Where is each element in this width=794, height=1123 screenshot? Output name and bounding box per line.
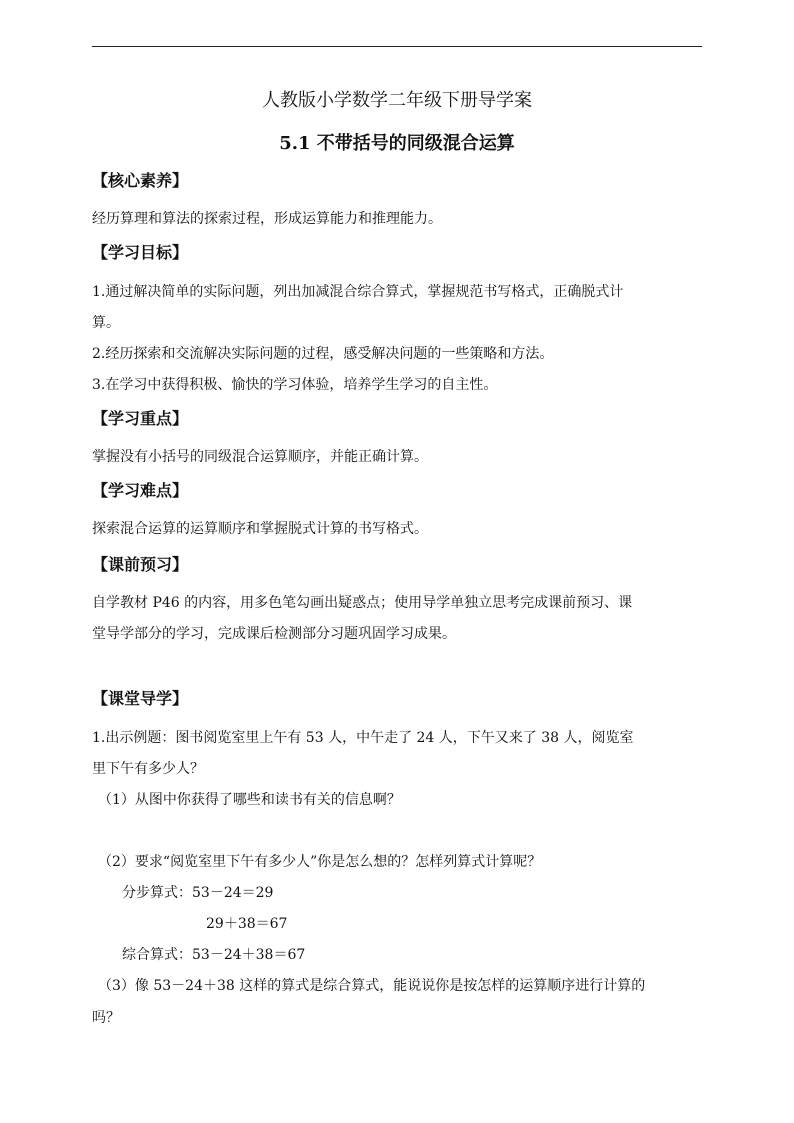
goal-3: 3.在学习中获得积极、愉快的学习体验，培养学生学习的自主性。 [92, 377, 498, 393]
document-title: 人教版小学数学二年级下册导学案 [262, 90, 532, 111]
difficulties-text: 探索混合运算的运算顺序和掌握脱式计算的书写格式。 [92, 521, 428, 537]
key-points-heading: 【学习重点】 [92, 409, 189, 428]
goal-1-line-2: 算。 [92, 315, 120, 331]
combined-equation: 综合算式：53－24＋38＝67 [122, 947, 306, 963]
goal-1-line-1: 1.通过解决简单的实际问题，列出加减混合综合算式，掌握规范书写格式，正确脱式计 [92, 284, 624, 300]
question-1-line-2: 里下午有多少人？ [92, 761, 204, 777]
sub-question-3-line-1: （3）像 53－24＋38 这样的算式是综合算式，能说说你是按怎样的运算顺序进行计算的 [98, 978, 646, 994]
goal-2: 2.经历探索和交流解决实际问题的过程，感受解决问题的一些策略和方法。 [92, 346, 554, 362]
sub-question-1: （1）从图中你获得了哪些和读书有关的信息啊？ [98, 792, 401, 808]
core-heading: 【核心素养】 [92, 171, 189, 190]
goals-heading: 【学习目标】 [92, 243, 189, 262]
preview-line-2: 堂导学部分的学习，完成课后检测部分习题巩固学习成果。 [92, 626, 456, 642]
header-rule [92, 46, 702, 47]
step-equation-1: 分步算式：53－24＝29 [122, 885, 274, 901]
sub-question-3-line-2: 吗？ [92, 1010, 120, 1026]
lesson-title: 5.1 不带括号的同级混合运算 [279, 133, 515, 154]
sub-question-2: （2）要求“阅览室里下午有多少人”你是怎么想的？怎样列算式计算呢？ [98, 854, 542, 870]
step-equation-2: 29＋38＝67 [206, 916, 288, 932]
preview-line-1: 自学教材 P46 的内容，用多色笔勾画出疑惑点；使用导学单独立思考完成课前预习、课 [92, 595, 633, 611]
key-points-text: 掌握没有小括号的同级混合运算顺序，并能正确计算。 [92, 449, 428, 465]
preview-heading: 【课前预习】 [92, 555, 189, 574]
question-1-line-1: 1.出示例题：图书阅览室里上午有 53 人，中午走了 24 人，下午又来了 38 人，阅览室 [92, 730, 634, 746]
core-text: 经历算理和算法的探索过程，形成运算能力和推理能力。 [92, 211, 442, 227]
class-guide-heading: 【课堂导学】 [92, 689, 189, 708]
difficulties-heading: 【学习难点】 [92, 481, 189, 500]
